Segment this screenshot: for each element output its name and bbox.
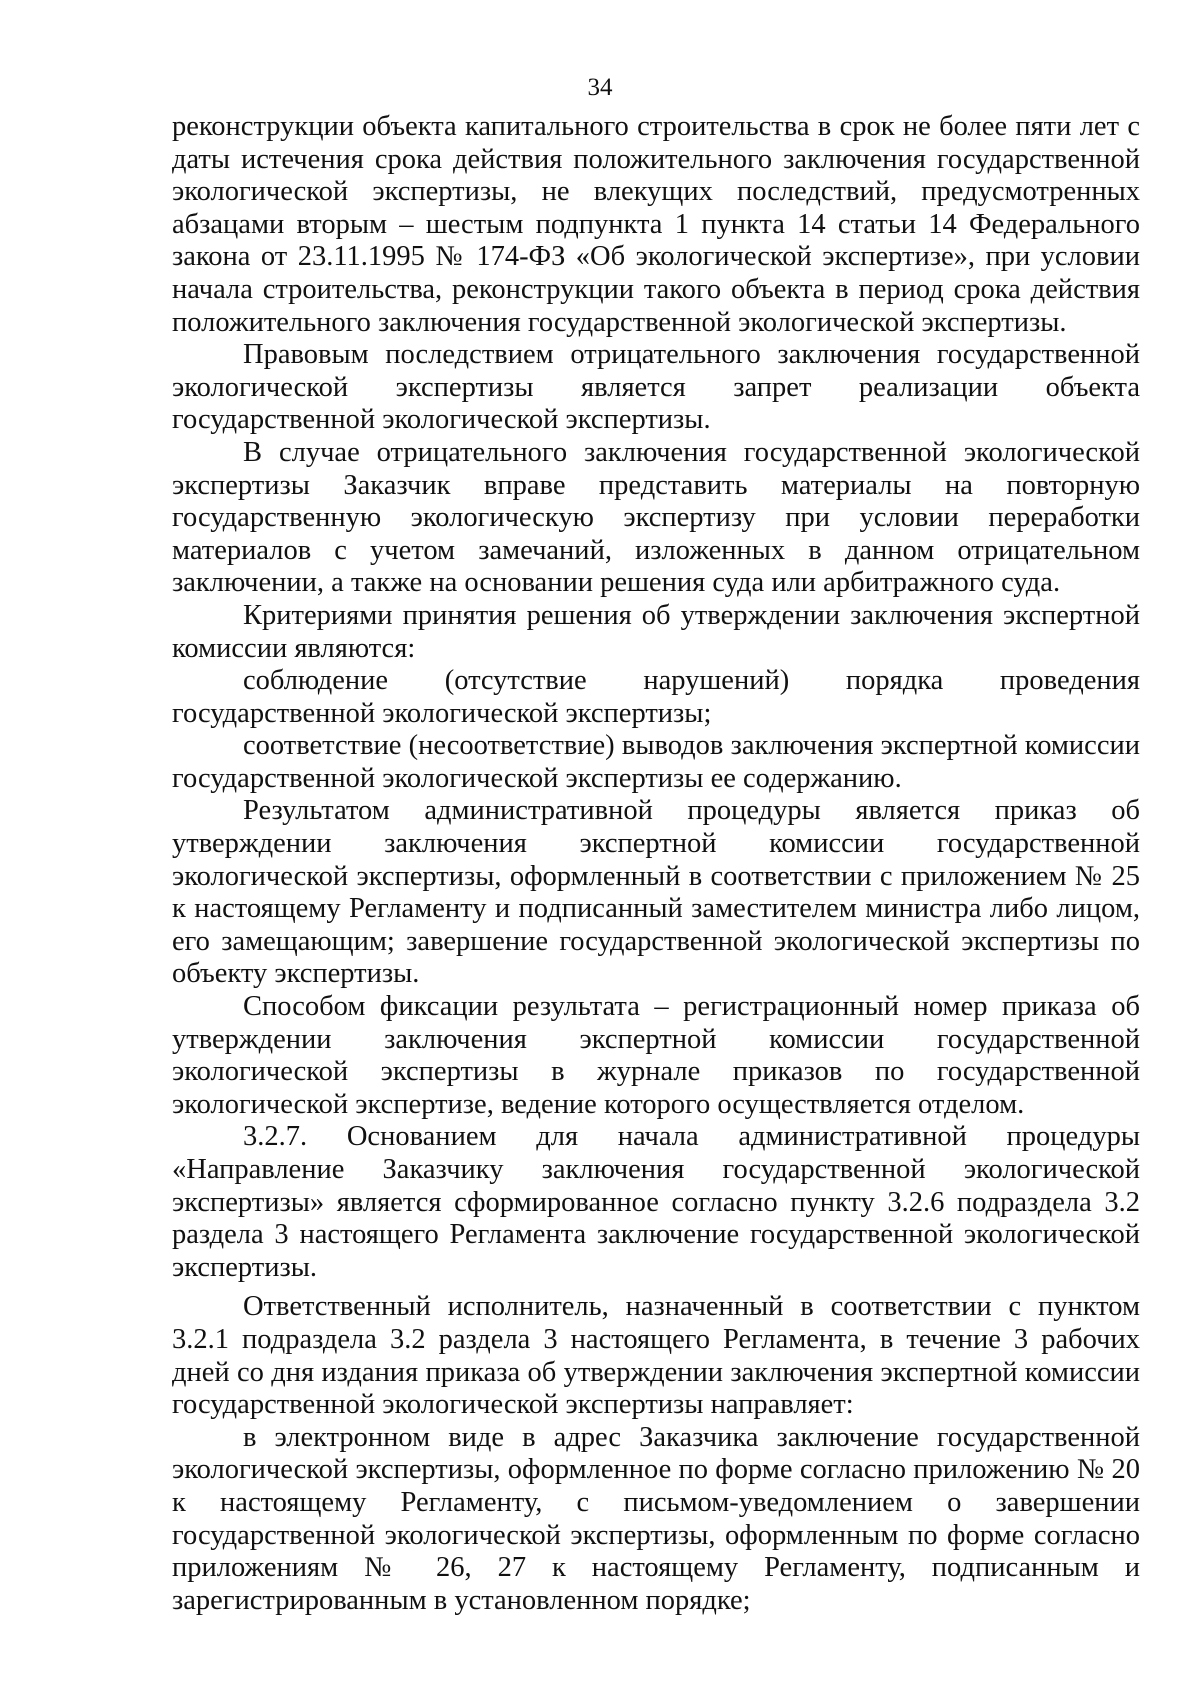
paragraph-electronic-delivery: в электронном виде в адрес Заказчика заключение государственной экологической экспертизы, оформленное по форме согласно приложению № 20 к настоящему Регламенту, с письмом-уведомлением о завершении государственной экологической экспертизы, оформленным по форме согласно приложениям № 26, 27 к настоящему Регламенту, подписанным и зарегистрированным в установленном порядке;: [172, 1421, 1140, 1616]
paragraph-responsible-executor: Ответственный исполнитель, назначенный в соответствии с пунктом 3.2.1 подраздела 3.2 раздела 3 настоящего Регламента, в течение 3 рабочих дней со дня издания приказа об утверждении заключения экспертной комиссии государственной экологической экспертизы направляет:: [172, 1291, 1140, 1421]
paragraph-criterion-compliance: соблюдение (отсутствие нарушений) порядка проведения государственной экологической экспертизы;: [172, 665, 1140, 729]
page-number: 34: [587, 74, 613, 101]
document-body: [172, 111, 1140, 1617]
paragraph-repeat-expertise: В случае отрицательного заключения государственной экологической экспертизы Заказчик вправе представить материалы на повторную государственную экологическую экспертизу при условии переработки материалов с учетом замечаний, изложенных в данном отрицательном заключении, а также на основании решения суда или арбитражного суда.: [172, 436, 1140, 599]
paragraph-result: Результатом административной процедуры является приказ об утверждении заключения экспертной комиссии государственной экологической экспертизы, оформленный в соответствии с приложением № 25 к настоящему Регламенту и подписанный заместителем министра либо лицом, его замещающим; завершение государственной экологической экспертизы по объекту экспертизы.: [172, 795, 1140, 990]
paragraph-negative-conclusion-consequence: Правовым последствием отрицательного заключения государственной экологической экспертизы является запрет реализации объекта государственной экологической экспертизы.: [172, 339, 1140, 436]
paragraph-continuation: реконструкции объекта капитального строительства в срок не более пяти лет с даты истечения срока действия положительного заключения государственной экологической экспертизы, не влекущих последствий, предусмотренных абзацами вторым – шестым подпункта 1 пункта 14 статьи 14 Федерального закона от 23.11.1995 № 174-ФЗ «Об экологической экспертизе», при условии начала строительства, реконструкции такого объекта в период срока действия положительного заключения государственной экологической экспертизы.: [172, 111, 1140, 338]
paragraph-result-fixation: Способом фиксации результата – регистрационный номер приказа об утверждении заключения экспертной комиссии государственной экологической экспертизы в журнале приказов по государственной экологической экспертизе, ведение которого осуществляется отделом.: [172, 991, 1140, 1120]
paragraph-criterion-conformity: соответствие (несоответствие) выводов заключения экспертной комиссии государственной экологической экспертизы ее содержанию.: [172, 730, 1140, 794]
paragraph-criteria: Критериями принятия решения об утверждении заключения экспертной комиссии являются:: [172, 599, 1140, 664]
paragraph-section-3-2-7: 3.2.7. Основанием для начала административной процедуры «Направление Заказчику заключения государственной экологической экспертизы» является сформированное согласно пункту 3.2.6 подраздела 3.2 раздела 3 настоящего Регламента заключение государственной экологической экспертизы.: [172, 1121, 1140, 1283]
